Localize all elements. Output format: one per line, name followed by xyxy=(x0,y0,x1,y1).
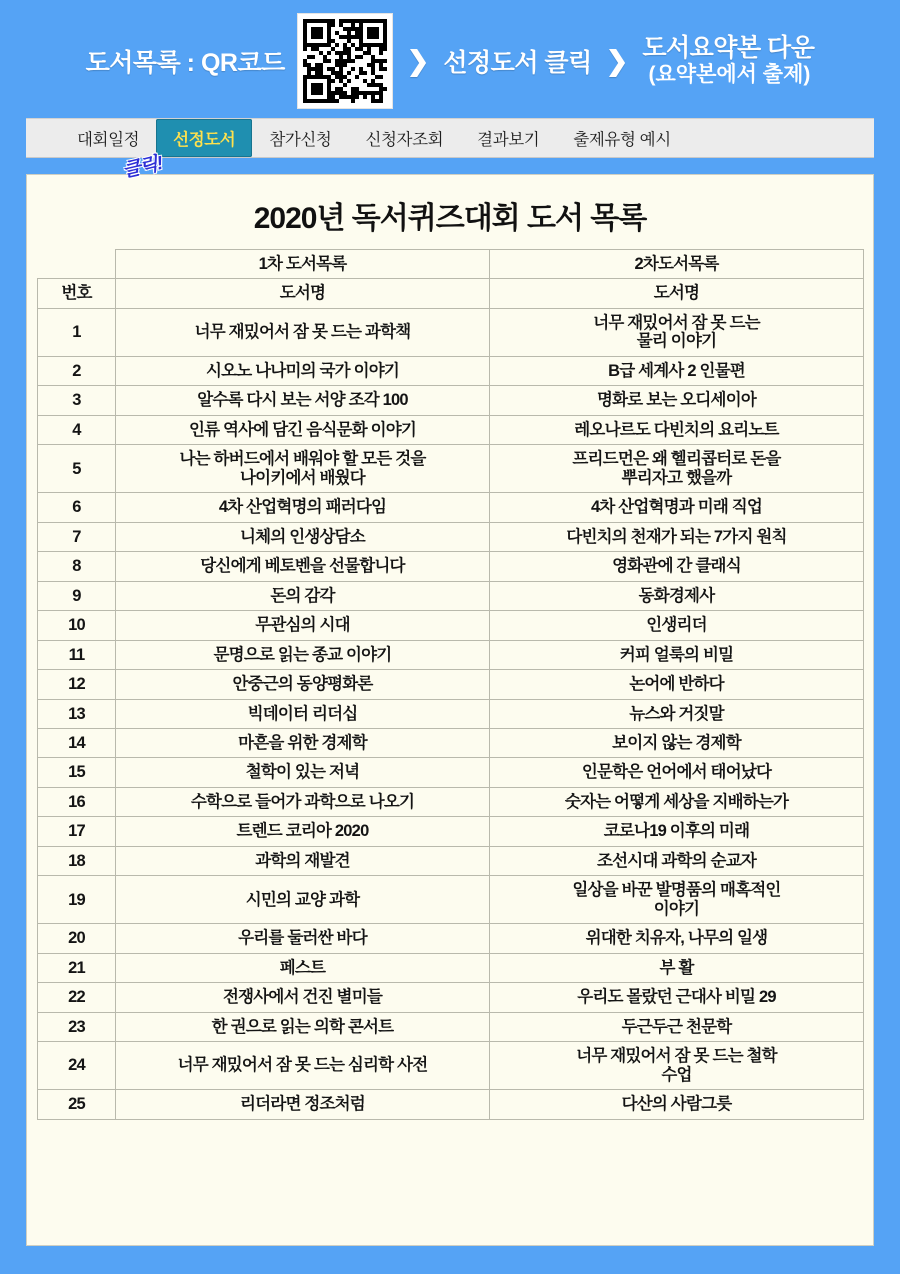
row-number: 24 xyxy=(38,1042,116,1090)
row-number: 11 xyxy=(38,640,116,669)
tab-label: 선정도서 xyxy=(173,131,236,149)
table-row xyxy=(38,983,864,1012)
book-title-first-list[interactable]: 마흔을 위한 경제학 xyxy=(116,728,490,757)
column-header-title-first: 도서명 xyxy=(116,279,490,308)
table-row xyxy=(38,1042,864,1090)
row-number: 5 xyxy=(38,445,116,493)
book-title-first-list[interactable]: 니체의 인생상담소 xyxy=(116,522,490,551)
book-title-second-list[interactable]: 일상을 바꾼 발명품의 매혹적인 이야기 xyxy=(490,876,864,924)
book-title-second-list[interactable]: 레오나르도 다빈치의 요리노트 xyxy=(490,415,864,444)
row-number: 14 xyxy=(38,728,116,757)
table-row xyxy=(38,817,864,846)
table-row xyxy=(38,758,864,787)
row-number: 16 xyxy=(38,787,116,816)
header-step3 xyxy=(642,34,814,88)
tab-label: 신청자조회 xyxy=(365,131,444,149)
qr-code-icon[interactable] xyxy=(297,13,393,109)
click-annotation: 클릭! xyxy=(120,153,165,182)
table-row xyxy=(38,846,864,875)
book-title-first-list[interactable]: 시오노 나나미의 국가 이야기 xyxy=(116,356,490,385)
book-title-second-list[interactable]: B급 세계사 2 인물편 xyxy=(490,356,864,385)
row-number: 13 xyxy=(38,699,116,728)
book-title-first-list[interactable]: 무관심의 시대 xyxy=(116,611,490,640)
book-title-first-list[interactable]: 빅데이터 리더십 xyxy=(116,699,490,728)
tab-5[interactable] xyxy=(556,119,687,157)
tab-label: 결과보기 xyxy=(477,131,540,149)
table-row xyxy=(38,640,864,669)
tab-1[interactable] xyxy=(156,119,252,157)
table-row xyxy=(38,493,864,522)
row-number: 7 xyxy=(38,522,116,551)
column-header-title-second: 도서명 xyxy=(490,279,864,308)
row-number: 6 xyxy=(38,493,116,522)
table-row xyxy=(38,924,864,953)
table-row xyxy=(38,445,864,493)
table-row xyxy=(38,386,864,415)
book-title-first-list[interactable]: 과학의 재발견 xyxy=(116,846,490,875)
book-title-first-list[interactable]: 페스트 xyxy=(116,953,490,982)
table-row xyxy=(38,1012,864,1041)
book-title-second-list[interactable]: 논어에 반하다 xyxy=(490,670,864,699)
book-title-first-list[interactable]: 수학으로 들어가 과학으로 나오기 xyxy=(116,787,490,816)
book-title-second-list[interactable]: 명화로 보는 오디세이아 xyxy=(490,386,864,415)
book-title-first-list[interactable]: 트렌드 코리아 2020 xyxy=(116,817,490,846)
book-title-second-list[interactable]: 뉴스와 거짓말 xyxy=(490,699,864,728)
table-group-header-first: 1차 도서목록 xyxy=(116,250,490,279)
book-title-second-list[interactable]: 커피 얼룩의 비밀 xyxy=(490,640,864,669)
tab-bar xyxy=(26,118,874,182)
row-number: 21 xyxy=(38,953,116,982)
book-title-first-list[interactable]: 시민의 교양 과학 xyxy=(116,876,490,924)
book-title-second-list[interactable]: 조선시대 과학의 순교자 xyxy=(490,846,864,875)
table-row xyxy=(38,356,864,385)
book-title-first-list[interactable]: 우리를 둘러싼 바다 xyxy=(116,924,490,953)
tab-3[interactable] xyxy=(348,119,460,157)
table-row xyxy=(38,699,864,728)
table-row xyxy=(38,611,864,640)
book-title-first-list[interactable]: 나는 하버드에서 배워야 할 모든 것을 나이키에서 배웠다 xyxy=(116,445,490,493)
row-number: 25 xyxy=(38,1090,116,1119)
book-title-first-list[interactable]: 리더라면 정조처럼 xyxy=(116,1090,490,1119)
table-header-spacer xyxy=(38,250,116,279)
row-number: 19 xyxy=(38,876,116,924)
row-number: 23 xyxy=(38,1012,116,1041)
row-number: 1 xyxy=(38,308,116,356)
book-title-second-list[interactable]: 인생리더 xyxy=(490,611,864,640)
book-title-second-list[interactable]: 보이지 않는 경제학 xyxy=(490,728,864,757)
row-number: 12 xyxy=(38,670,116,699)
row-number: 17 xyxy=(38,817,116,846)
row-number: 8 xyxy=(38,552,116,581)
row-number: 4 xyxy=(38,415,116,444)
header-steps xyxy=(86,13,815,109)
book-title-first-list[interactable]: 전쟁사에서 건진 별미들 xyxy=(116,983,490,1012)
table-row xyxy=(38,415,864,444)
table-row xyxy=(38,522,864,551)
table-row xyxy=(38,728,864,757)
book-title-first-list[interactable]: 한 권으로 읽는 의학 콘서트 xyxy=(116,1012,490,1041)
book-title-second-list[interactable]: 두근두근 천문학 xyxy=(490,1012,864,1041)
page-header xyxy=(0,0,900,118)
book-title-first-list[interactable]: 돈의 감각 xyxy=(116,581,490,610)
book-title-second-list[interactable]: 동화경제사 xyxy=(490,581,864,610)
book-title-second-list[interactable]: 프리드먼은 왜 헬리콥터로 돈을 뿌리자고 했을까 xyxy=(490,445,864,493)
row-number: 10 xyxy=(38,611,116,640)
table-group-header-row xyxy=(38,250,864,279)
book-list-table xyxy=(37,249,864,1120)
table-row xyxy=(38,552,864,581)
book-title-second-list[interactable]: 너무 재밌어서 잠 못 드는 물리 이야기 xyxy=(490,308,864,356)
book-title-first-list[interactable]: 너무 재밌어서 잠 못 드는 심리학 사전 xyxy=(116,1042,490,1090)
header-step3-label: 도서요약본 다운 xyxy=(642,33,815,62)
row-number: 20 xyxy=(38,924,116,953)
header-lead-label: 도서목록 : QR코드 xyxy=(85,49,285,77)
row-number: 18 xyxy=(38,846,116,875)
page-title: 2020년 독서퀴즈대회 도서 목록 xyxy=(253,202,647,235)
row-number: 15 xyxy=(38,758,116,787)
book-title-second-list[interactable]: 숫자는 어떻게 세상을 지배하는가 xyxy=(490,787,864,816)
table-row xyxy=(38,876,864,924)
book-title-second-list[interactable]: 너무 재밌어서 잠 못 드는 철학 수업 xyxy=(490,1042,864,1090)
book-title-first-list[interactable]: 알수록 다시 보는 서양 조각 100 xyxy=(116,386,490,415)
table-row xyxy=(38,787,864,816)
book-title-second-list[interactable]: 위대한 치유자, 나무의 일생 xyxy=(490,924,864,953)
tab-4[interactable] xyxy=(460,119,556,157)
tab-label: 대회일정 xyxy=(77,131,140,149)
book-title-second-list[interactable]: 다산의 사람그릇 xyxy=(490,1090,864,1119)
table-group-header-second: 2차도서목록 xyxy=(490,250,864,279)
book-title-first-list[interactable]: 당신에게 베토벤을 선물합니다 xyxy=(116,552,490,581)
tab-label: 출제유형 예시 xyxy=(573,131,671,149)
book-title-second-list[interactable]: 4차 산업혁명과 미래 직업 xyxy=(490,493,864,522)
book-title-first-list[interactable]: 문명으로 읽는 종교 이야기 xyxy=(116,640,490,669)
table-row xyxy=(38,670,864,699)
column-header-no: 번호 xyxy=(38,279,116,308)
table-row xyxy=(38,953,864,982)
chevron-right-icon-1: ❯ xyxy=(406,45,430,76)
chevron-right-icon-2: ❯ xyxy=(605,45,629,76)
book-title-second-list[interactable]: 인문학은 언어에서 태어났다 xyxy=(490,758,864,787)
book-title-first-list[interactable]: 4차 산업혁명의 패러다임 xyxy=(116,493,490,522)
header-step3-sublabel: (요약본에서 출제) xyxy=(648,63,811,87)
book-title-second-list[interactable]: 영화관에 간 클래식 xyxy=(490,552,864,581)
tab-2[interactable] xyxy=(252,119,348,157)
book-title-first-list[interactable]: 너무 재밌어서 잠 못 드는 과학책 xyxy=(116,308,490,356)
table-row xyxy=(38,581,864,610)
book-title-second-list[interactable]: 코로나19 이후의 미래 xyxy=(490,817,864,846)
row-number: 9 xyxy=(38,581,116,610)
book-title-first-list[interactable]: 인류 역사에 담긴 음식문화 이야기 xyxy=(116,415,490,444)
table-row xyxy=(38,308,864,356)
book-title-second-list[interactable]: 우리도 몰랐던 근대사 비밀 29 xyxy=(490,983,864,1012)
book-list-card xyxy=(26,174,874,1246)
tab-label: 참가신청 xyxy=(269,131,332,149)
header-step2-label: 선정도서 클릭 xyxy=(443,49,592,77)
row-number: 2 xyxy=(38,356,116,385)
row-number: 22 xyxy=(38,983,116,1012)
row-number: 3 xyxy=(38,386,116,415)
book-title-first-list[interactable]: 철학이 있는 저녁 xyxy=(116,758,490,787)
table-column-header-row xyxy=(38,279,864,308)
book-title-second-list[interactable]: 부 활 xyxy=(490,953,864,982)
book-title-first-list[interactable]: 안중근의 동양평화론 xyxy=(116,670,490,699)
table-row xyxy=(38,1090,864,1119)
book-title-second-list[interactable]: 다빈치의 천재가 되는 7가지 원칙 xyxy=(490,522,864,551)
